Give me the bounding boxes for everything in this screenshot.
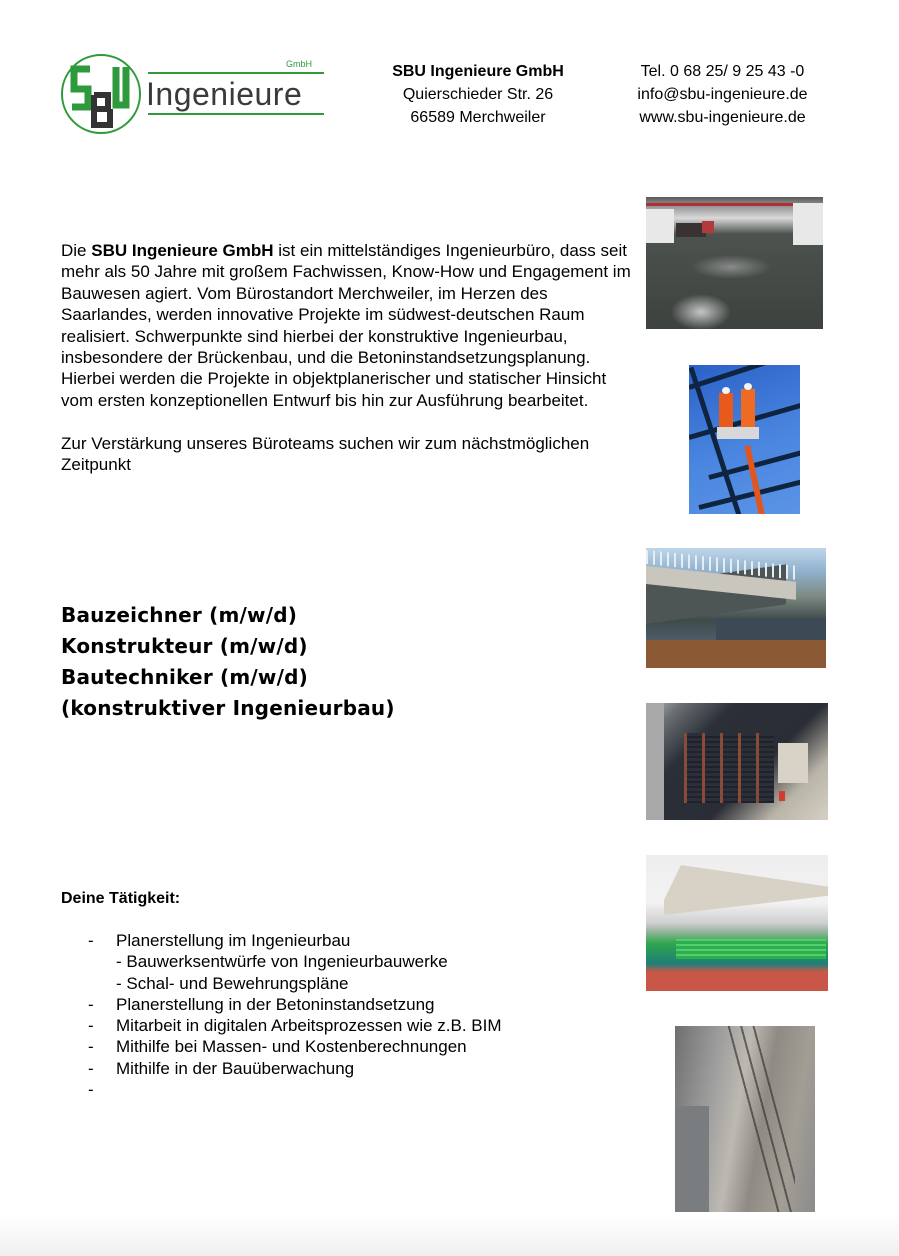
steel-beam: [689, 367, 743, 514]
riverbank: [646, 640, 826, 668]
parked-car: [702, 221, 714, 233]
lift-basket: [717, 427, 759, 439]
website-link[interactable]: www.sbu-ingenieure.de: [639, 109, 806, 126]
grandstand-roof: [664, 865, 828, 915]
dash-bullet-icon: -: [88, 1016, 94, 1036]
email-link[interactable]: info@sbu-ingenieure.de: [637, 86, 808, 103]
task-item: [88, 1058, 502, 1079]
task-text: - Bauwerksentwürfe von Ingenieurbauwerke: [116, 952, 448, 972]
street-address: Quierschieder Str. 26: [402, 86, 554, 103]
running-track: [646, 971, 828, 991]
task-item: [88, 1036, 502, 1057]
intro-company-name: SBU Ingenieure GmbH: [91, 241, 274, 260]
task-text: Mithilfe in der Bauüberwachung: [116, 1058, 355, 1078]
task-subitem: [88, 951, 502, 972]
photo-construction-site: [646, 703, 828, 820]
task-item: [88, 994, 502, 1015]
job-title: Konstrukteur (m/w/d): [61, 634, 308, 658]
logo-rule-top: [148, 72, 324, 74]
company-name: SBU Ingenieure GmbH: [392, 63, 564, 80]
exposed-rebar: [705, 1026, 795, 1212]
intro-paragraph-1: [61, 240, 641, 411]
garage-pillar: [793, 203, 823, 245]
intro-body: ist ein mittelständiges Ingenieurbüro, dass seit mehr als 50 Jahre mit großem Fachwissen, Know-How und Engagement im Bauwesen agiert. Vom Bürostandort Merchweiler, im Herzen des Saarlandes, werden innovative Projekte im südwest-deutschen Raum realisiert. Schwerpunkte sind hierbei der konstruktive Ingenieurbau, insbesondere der Brückenbau, und die Betoninstandsetzungsplanung. Hierbei werden die Projekte in objektplanerischer und statischer Hinsicht vom ersten konzeptionellen Entwurf bis hin zur Ausführung bearbeitet.: [61, 241, 631, 410]
garage-pillar: [646, 209, 674, 243]
logo-rule-bottom: [148, 113, 324, 115]
sbu-logo-mark-icon: [60, 53, 146, 135]
photo-bridge: [646, 548, 826, 668]
dash-bullet-icon: -: [88, 1037, 94, 1057]
site-worker: [779, 791, 785, 801]
photo-workers-on-lift: [689, 365, 800, 514]
photo-parking-garage: [646, 197, 823, 329]
wet-surface: [675, 1106, 709, 1212]
task-item: [88, 930, 502, 951]
grandstand-seats: [676, 939, 826, 959]
task-text: - Schal- und Bewehrungspläne: [116, 973, 349, 993]
job-titles: [61, 600, 395, 724]
worker: [719, 393, 733, 427]
helmet: [744, 383, 752, 390]
dash-bullet-icon: -: [88, 931, 94, 950]
company-logo: [60, 53, 330, 135]
city-address: 66589 Merchweiler: [410, 109, 546, 126]
company-address: [360, 60, 596, 129]
intro-lead: Die: [61, 241, 92, 260]
dash-bullet-icon: -: [88, 1080, 94, 1100]
photo-concrete-rebar: [675, 1026, 815, 1212]
task-subitem: [88, 973, 502, 994]
task-item: [88, 1015, 502, 1036]
steel-beam: [698, 476, 800, 510]
phone-number: Tel. 0 68 25/ 9 25 43 -0: [640, 63, 805, 80]
photo-stadium: [646, 855, 828, 991]
job-title: Bauzeichner (m/w/d): [61, 603, 298, 627]
tasks-list: [88, 930, 502, 1100]
tasks-heading: Deine Tätigkeit:: [61, 890, 181, 907]
task-text: Mitarbeit in digitalen Arbeitsprozessen wie z.B. BIM: [116, 1016, 502, 1036]
task-text: Planerstellung im Ingenieurbau: [116, 931, 351, 950]
worker: [741, 389, 755, 427]
dash-bullet-icon: -: [88, 1058, 94, 1078]
page-bottom-edge: [0, 1216, 899, 1256]
task-text: Planerstellung in der Betoninstandsetzung: [116, 994, 435, 1014]
dash-bullet-icon: -: [88, 994, 94, 1014]
logo-suffix: GmbH: [286, 59, 313, 69]
task-text: Mithilfe bei Massen- und Kostenberechnungen: [116, 1037, 467, 1057]
formwork-wall: [778, 743, 808, 783]
intro-paragraph-2: Zur Verstärkung unseres Büroteams suchen wir zum nächstmöglichen Zeitpunkt: [61, 433, 590, 475]
concrete-edge: [646, 703, 664, 820]
job-subtitle: (konstruktiver Ingenieurbau): [61, 696, 395, 720]
job-title: Bautechniker (m/w/d): [61, 665, 308, 689]
helmet: [722, 387, 730, 394]
task-item: [88, 1079, 502, 1100]
intro-text: [61, 240, 641, 475]
logo-wordmark: Ingenieure: [146, 76, 303, 112]
company-contact: [610, 60, 835, 129]
lift-arm: [744, 445, 765, 514]
rebar-grid: [684, 733, 774, 803]
